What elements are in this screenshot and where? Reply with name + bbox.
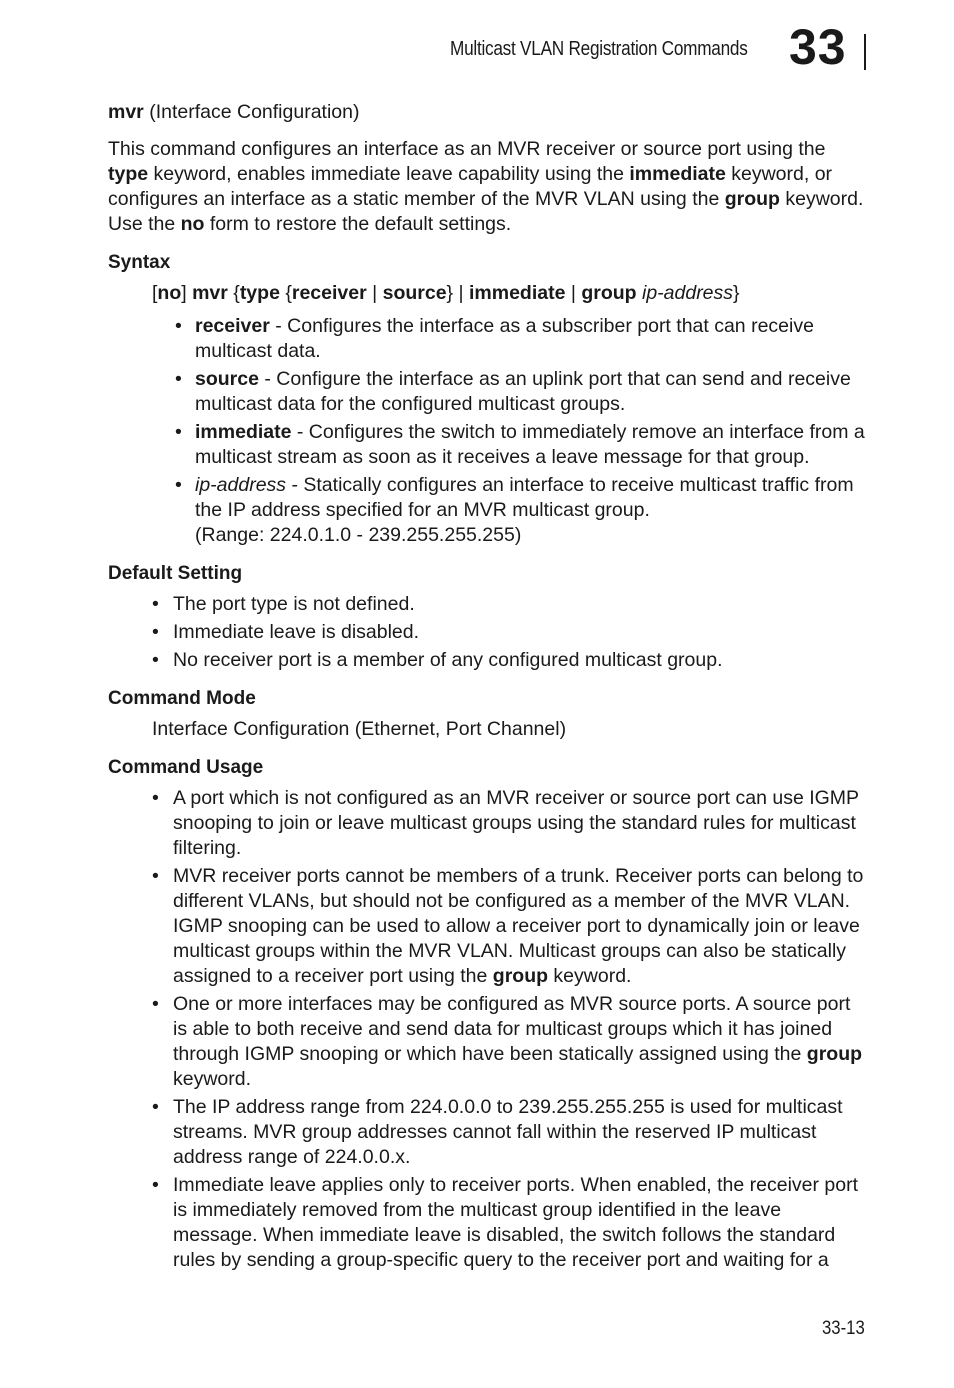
command-mode-text: Interface Configuration (Ethernet, Port Channel) xyxy=(152,718,567,740)
list-item: • Immediate leave is disabled. xyxy=(152,620,868,645)
param-text: - Configures the interface as a subscriber port that can receive multicast data. xyxy=(195,315,814,362)
param-term: receiver xyxy=(195,315,270,337)
list-item: • The port type is not defined. xyxy=(152,592,868,617)
list-item xyxy=(195,367,868,417)
param-term: ip-address xyxy=(195,474,287,496)
syntax-punct: } | xyxy=(446,282,469,304)
keyword-group: group xyxy=(724,188,780,210)
list-item xyxy=(152,864,868,989)
list-item xyxy=(195,314,868,364)
command-name: mvr xyxy=(108,101,144,123)
chapter-number: 33 xyxy=(789,19,847,75)
intro-text-1: This command configures an interface as an MVR receiver or source port using the xyxy=(108,138,826,160)
param-text: - Configures the switch to immediately remove an interface from a multicast stream as soon as it receives a leave message for that group. xyxy=(195,421,865,468)
syntax-punct: | xyxy=(565,282,582,304)
command-mode-heading: Command Mode xyxy=(108,688,256,709)
syntax-punct: [ xyxy=(152,282,158,304)
syntax-no: no xyxy=(157,282,182,304)
syntax-receiver: receiver xyxy=(291,282,367,304)
default-setting-list xyxy=(152,592,868,673)
keyword-group: group xyxy=(806,1043,863,1065)
syntax-punct: ] xyxy=(181,282,193,304)
param-term: immediate xyxy=(195,421,292,443)
page-number: 33-13 xyxy=(822,1318,865,1339)
intro-text-4: keyword. Use the xyxy=(108,188,864,235)
chapter-divider xyxy=(864,34,866,70)
list-item: • A port which is not configured as an MVR receiver or source port can use IGMP snooping to join or leave multicast groups using the standard rules for multicast filtering. xyxy=(152,786,868,861)
usage-text: MVR receiver ports cannot be members of a trunk. Receiver ports can belong to different VLANs, but should not be configured as a member of the MVR VLAN. IGMP snooping can be used to allow a receiver port to dynamically join or leave multicast groups within the MVR VLAN. Multicast groups can also be statically assigned to a receiver port using the xyxy=(173,865,864,987)
command-usage-heading: Command Usage xyxy=(108,757,264,778)
syntax-punct: } xyxy=(733,282,740,304)
syntax-punct: | xyxy=(366,282,383,304)
list-item: • The IP address range from 224.0.0.0 to 239.255.255.255 is used for multicast streams. MVR group addresses cannot fall within the reserved IP multicast address range of 224.0.0.x. xyxy=(152,1095,868,1170)
syntax-punct: { xyxy=(227,282,240,304)
keyword-no: no xyxy=(180,213,205,235)
command-context: (Interface Configuration) xyxy=(143,101,360,123)
intro-paragraph xyxy=(108,137,868,237)
syntax-immediate: immediate xyxy=(468,282,566,304)
param-text: - Statically configures an interface to receive multicast traffic from the IP address specified for an MVR multicast group. xyxy=(195,474,854,521)
param-term: source xyxy=(195,368,259,390)
command-title xyxy=(108,100,868,125)
parameter-list xyxy=(195,314,868,548)
syntax-heading: Syntax xyxy=(108,252,171,273)
command-usage-list xyxy=(152,786,868,1273)
keyword-group: group xyxy=(492,965,549,987)
param-text: - Configure the interface as an uplink port that can send and receive multicast data for the configured multicast groups. xyxy=(195,368,851,415)
running-header: Multicast VLAN Registration Commands xyxy=(450,38,748,60)
intro-text-2: keyword, enables immediate leave capability using the xyxy=(148,163,630,185)
usage-text: keyword. xyxy=(173,1068,252,1090)
usage-text: keyword. xyxy=(548,965,632,987)
usage-text: One or more interfaces may be configured as MVR source ports. A source port is able to both receive and send data for multicast groups which it has joined through IGMP snooping or which have been statically assigned using the xyxy=(173,993,851,1065)
keyword-type: type xyxy=(108,163,149,185)
syntax-type: type xyxy=(239,282,280,304)
intro-text-5: form to restore the default settings. xyxy=(204,213,512,235)
default-setting-heading: Default Setting xyxy=(108,563,243,584)
syntax-line xyxy=(152,281,868,306)
syntax-mvr: mvr xyxy=(192,282,228,304)
page-content xyxy=(108,100,868,1279)
syntax-ip-address: ip-address xyxy=(641,282,734,304)
list-item: • Immediate leave applies only to receiver ports. When enabled, the receiver port is immediately removed from the multicast group identified in the leave message. When immediate leave is disabled, the switch follows the standard rules by sending a group-specific query to the receiver port and waiting for a xyxy=(152,1173,868,1273)
syntax-source: source xyxy=(382,282,447,304)
list-item xyxy=(195,420,868,470)
intro-text-3: keyword, or configures an interface as a static member of the MVR VLAN using the xyxy=(108,163,833,210)
syntax-group: group xyxy=(581,282,637,304)
keyword-immediate: immediate xyxy=(629,163,726,185)
list-item: • No receiver port is a member of any configured multicast group. xyxy=(152,648,868,673)
list-item xyxy=(152,992,868,1092)
param-range: (Range: 224.0.1.0 - 239.255.255.255) xyxy=(195,524,522,546)
list-item xyxy=(195,473,868,548)
syntax-punct: { xyxy=(279,282,292,304)
